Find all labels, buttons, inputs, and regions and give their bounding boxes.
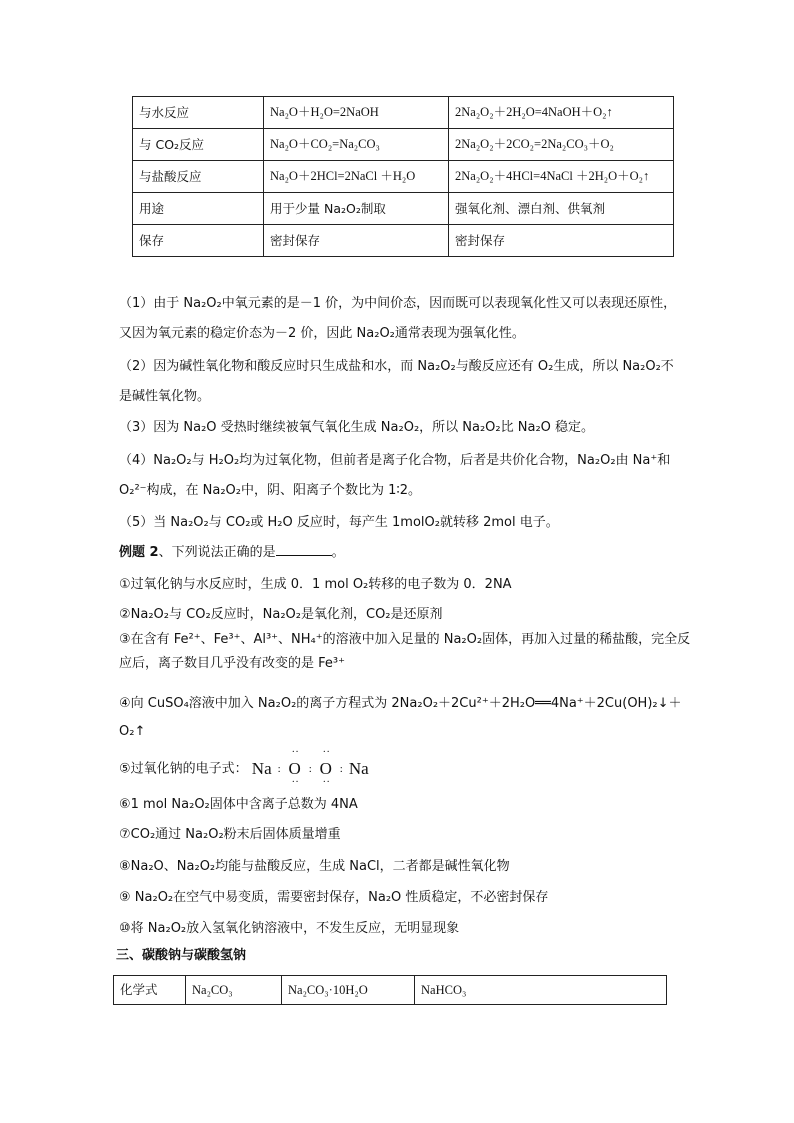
- formula-cell: Na₂CO₃: [186, 976, 282, 1005]
- example-prompt: 、下列说法正确的是: [158, 545, 276, 560]
- property-cell: 与盐酸反应: [133, 161, 264, 193]
- na2o-cell: Na₂O＋2HCl=2NaCl ＋H₂O: [264, 161, 449, 193]
- table-row: [114, 976, 667, 1005]
- table-row: [133, 225, 674, 257]
- section-heading: 三、碳酸钠与碳酸氢钠: [116, 948, 247, 963]
- na2o-cell: 密封保存: [264, 225, 449, 257]
- example-item-4: ④向 CuSO₄溶液中加入 Na₂O₂的离子方程式为 2Na₂O₂＋2Cu²⁺＋2H₂O══4Na⁺＋2Cu(OH)₂↓＋O₂↑: [119, 696, 682, 739]
- formula-cell: Na₂CO₃·10H₂O: [282, 976, 415, 1005]
- example-item-5: [119, 756, 691, 783]
- na-right: Na: [348, 759, 369, 778]
- electron-dots-left: :: [277, 762, 281, 775]
- note-3: （3）因为 Na₂O 受热时继续被氧气氧化生成 Na₂O₂，所以 Na₂O₂比 Na₂O 稳定。: [119, 420, 595, 435]
- property-cell: 与水反应: [133, 97, 264, 129]
- example-item-3: ③在含有 Fe²⁺、Fe³⁺、Al³⁺、NH₄⁺的溶液中加入足量的 Na₂O₂固体，再加入过量的稀盐酸，完全反应后，离子数目几乎没有改变的是 Fe³⁺: [119, 632, 691, 671]
- note-1: （1）由于 Na₂O₂中氧元素的是－1 价，为中间价态，因而既可以表现氧化性又可以表现还原性，又因为氧元素的稳定价态为－2 价，因此 Na₂O₂通常表现为强氧化性。: [119, 296, 677, 341]
- example-end: 。: [331, 545, 345, 560]
- property-cell: 保存: [133, 225, 264, 257]
- table-row: [133, 193, 674, 225]
- comparison-table: [132, 96, 674, 257]
- na2o2-cell: 2Na₂O₂＋2CO₂=2Na₂CO₃＋O₂: [449, 129, 674, 161]
- na2o-cell: Na₂O＋H₂O=2NaOH: [264, 97, 449, 129]
- example-heading: [119, 541, 691, 565]
- example-item-2: ②Na₂O₂与 CO₂反应时，Na₂O₂是氧化剂，CO₂是还原剂: [119, 607, 443, 622]
- example-item-9: ⑨ Na₂O₂在空气中易变质，需要密封保存，Na₂O 性质稳定，不必密封保存: [119, 890, 549, 905]
- na2o-cell: Na₂O＋CO₂=Na₂CO₃: [264, 129, 449, 161]
- note-2: （2）因为碱性氧化物和酸反应时只生成盐和水，而 Na₂O₂与酸反应还有 O₂生成，所以 Na₂O₂不是碱性氧化物。: [119, 359, 674, 404]
- header-cell: 化学式: [114, 976, 186, 1005]
- oxygen-1: · · O · ·: [287, 756, 303, 782]
- example-item-7: ⑦CO₂通过 Na₂O₂粉末后固体质量增重: [119, 827, 341, 842]
- na2o2-cell: 2Na₂O₂＋4HCl=4NaCl ＋2H₂O＋O₂↑: [449, 161, 674, 193]
- electron-dots-right: :: [339, 762, 343, 775]
- electron-formula: [252, 756, 369, 782]
- example-item-1: ①过氧化钠与水反应时，生成 0．1 mol O₂转移的电子数为 0．2NA: [119, 577, 512, 592]
- table-row: [133, 129, 674, 161]
- property-cell: 与 CO₂反应: [133, 129, 264, 161]
- property-cell: 用途: [133, 193, 264, 225]
- oxygen-2: · · O · ·: [318, 756, 334, 782]
- na2o-cell: 用于少量 Na₂O₂制取: [264, 193, 449, 225]
- note-5: （5）当 Na₂O₂与 CO₂或 H₂O 反应时，每产生 1molO₂就转移 2mol 电子。: [119, 515, 559, 530]
- na-left: Na: [251, 759, 272, 778]
- na2o2-cell: 密封保存: [449, 225, 674, 257]
- formula-cell: NaHCO₃: [415, 976, 667, 1005]
- table-row: [133, 161, 674, 193]
- example-label: 例题 2: [119, 545, 159, 560]
- table-row: [133, 97, 674, 129]
- example-item-8: ⑧Na₂O、Na₂O₂均能与盐酸反应，生成 NaCl，二者都是碱性氧化物: [119, 859, 510, 874]
- na2o2-cell: 强氧化剂、漂白剂、供氧剂: [449, 193, 674, 225]
- carbonate-table: [113, 975, 667, 1005]
- note-4: （4）Na₂O₂与 H₂O₂均为过氧化物，但前者是离子化合物，后者是共价化合物，Na₂O₂由 Na⁺和 O₂²⁻构成，在 Na₂O₂中，阴、阳离子个数比为 1∶2。: [119, 453, 671, 498]
- answer-blank: [276, 542, 332, 556]
- example-item-6: ⑥1 mol Na₂O₂固体中含离子总数为 4NA: [119, 797, 358, 812]
- example-item-10: ⑩将 Na₂O₂放入氢氧化钠溶液中，不发生反应，无明显现象: [119, 921, 460, 936]
- electron-dots-middle: :: [308, 762, 312, 775]
- na2o2-cell: 2Na₂O₂＋2H₂O=4NaOH＋O₂↑: [449, 97, 674, 129]
- item-5-text: ⑤过氧化钠的电子式：: [119, 761, 248, 777]
